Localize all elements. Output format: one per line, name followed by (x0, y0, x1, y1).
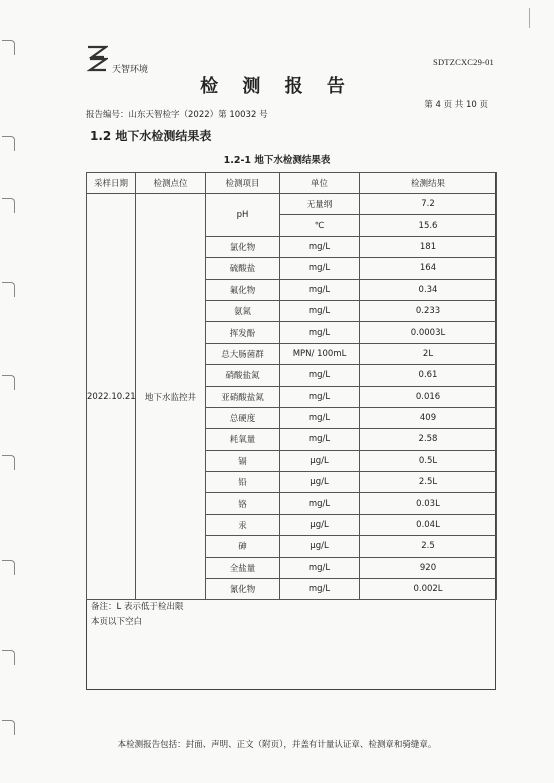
header-sample-date: 采样日期 (87, 173, 136, 194)
item-cell: 硫酸盐 (206, 258, 280, 279)
item-cell: 铅 (206, 472, 280, 493)
unit-cell: mg/L (280, 407, 360, 428)
value-cell: 164 (360, 258, 497, 279)
value-cell: 409 (360, 407, 497, 428)
value-cell: 0.0003L (360, 322, 497, 343)
unit-cell: mg/L (280, 258, 360, 279)
binder-mark (2, 375, 15, 390)
table-row (87, 194, 497, 215)
value-cell: 0.04L (360, 514, 497, 535)
company-logo-icon (86, 44, 108, 72)
results-table (86, 172, 497, 600)
table-header-row (87, 173, 497, 194)
binder-mark (2, 650, 15, 665)
header-sample-site: 检测点位 (136, 173, 206, 194)
page-title: 检 测 报 告 (200, 76, 354, 97)
value-cell: 0.233 (360, 300, 497, 321)
item-cell: 耗氧量 (206, 429, 280, 450)
item-cell: 总大肠菌群 (206, 343, 280, 364)
value-cell: 2L (360, 343, 497, 364)
table-caption: 1.2-1 地下水检测结果表 (223, 155, 331, 166)
unit-cell: mg/L (280, 429, 360, 450)
value-cell: 0.34 (360, 279, 497, 300)
unit-cell: mg/L (280, 557, 360, 578)
unit-cell: mg/L (280, 579, 360, 600)
item-cell: 砷 (206, 536, 280, 557)
unit-cell: μg/L (280, 450, 360, 471)
unit-cell: mg/L (280, 365, 360, 386)
item-cell: 总硬度 (206, 407, 280, 428)
page-number: 第 4 页 共 10 页 (424, 100, 488, 110)
notes (91, 600, 183, 630)
page-edge-mark (529, 8, 530, 28)
note-blank-below: 本页以下空白 (91, 617, 143, 627)
value-cell: 920 (360, 557, 497, 578)
binder-mark (2, 136, 15, 151)
binder-mark (2, 198, 15, 213)
item-cell: 氯化物 (206, 236, 280, 257)
value-cell: 0.5L (360, 450, 497, 471)
item-cell: 挥发酚 (206, 322, 280, 343)
header-test-item: 检测项目 (206, 173, 280, 194)
unit-cell: mg/L (280, 493, 360, 514)
item-cell: 氟化物 (206, 279, 280, 300)
unit-cell: mg/L (280, 300, 360, 321)
value-cell: 2.5L (360, 472, 497, 493)
footer-statement: 本检测报告包括：封面、声明、正文（附页），并盖有计量认证章、检测章和骑缝章。 (117, 740, 437, 750)
item-cell: 镉 (206, 450, 280, 471)
unit-cell: mg/L (280, 322, 360, 343)
value-cell: 7.2 (360, 194, 497, 215)
unit-cell: ℃ (280, 215, 360, 236)
unit-cell: μg/L (280, 472, 360, 493)
item-cell: 汞 (206, 514, 280, 535)
unit-cell: MPN/ 100mL (280, 343, 360, 364)
header-unit: 单位 (280, 173, 360, 194)
item-cell: pH (206, 194, 280, 237)
value-cell: 0.03L (360, 493, 497, 514)
binder-mark (2, 455, 15, 470)
value-cell: 0.016 (360, 386, 497, 407)
sample-date-cell: 2022.10.21 (87, 194, 136, 600)
item-cell: 全盐量 (206, 557, 280, 578)
binder-mark (2, 720, 15, 735)
unit-cell: μg/L (280, 536, 360, 557)
binder-mark (2, 560, 15, 575)
value-cell: 15.6 (360, 215, 497, 236)
item-cell: 氨氮 (206, 300, 280, 321)
binder-mark (2, 282, 15, 297)
value-cell: 181 (360, 236, 497, 257)
value-cell: 0.002L (360, 579, 497, 600)
item-cell: 亚硝酸盐氮 (206, 386, 280, 407)
header-result: 检测结果 (360, 173, 497, 194)
company-name: 天智环境 (112, 65, 149, 75)
value-cell: 2.5 (360, 536, 497, 557)
section-heading: 1.2 地下水检测结果表 (90, 129, 212, 143)
binder-mark (2, 40, 15, 55)
value-cell: 2.58 (360, 429, 497, 450)
unit-cell: μg/L (280, 514, 360, 535)
unit-cell: mg/L (280, 386, 360, 407)
unit-cell: mg/L (280, 236, 360, 257)
item-cell: 氰化物 (206, 579, 280, 600)
note-detection-limit: 备注：L 表示低于检出限 (91, 602, 184, 612)
document-code: SDTZCXC29-01 (433, 57, 494, 67)
report-number: 报告编号：山东天智检字（2022）第 10032 号 (86, 110, 268, 120)
unit-cell: 无量纲 (280, 194, 360, 215)
sample-site-cell: 地下水监控井 (136, 194, 206, 600)
value-cell: 0.61 (360, 365, 497, 386)
item-cell: 铬 (206, 493, 280, 514)
item-cell: 硝酸盐氮 (206, 365, 280, 386)
unit-cell: mg/L (280, 279, 360, 300)
